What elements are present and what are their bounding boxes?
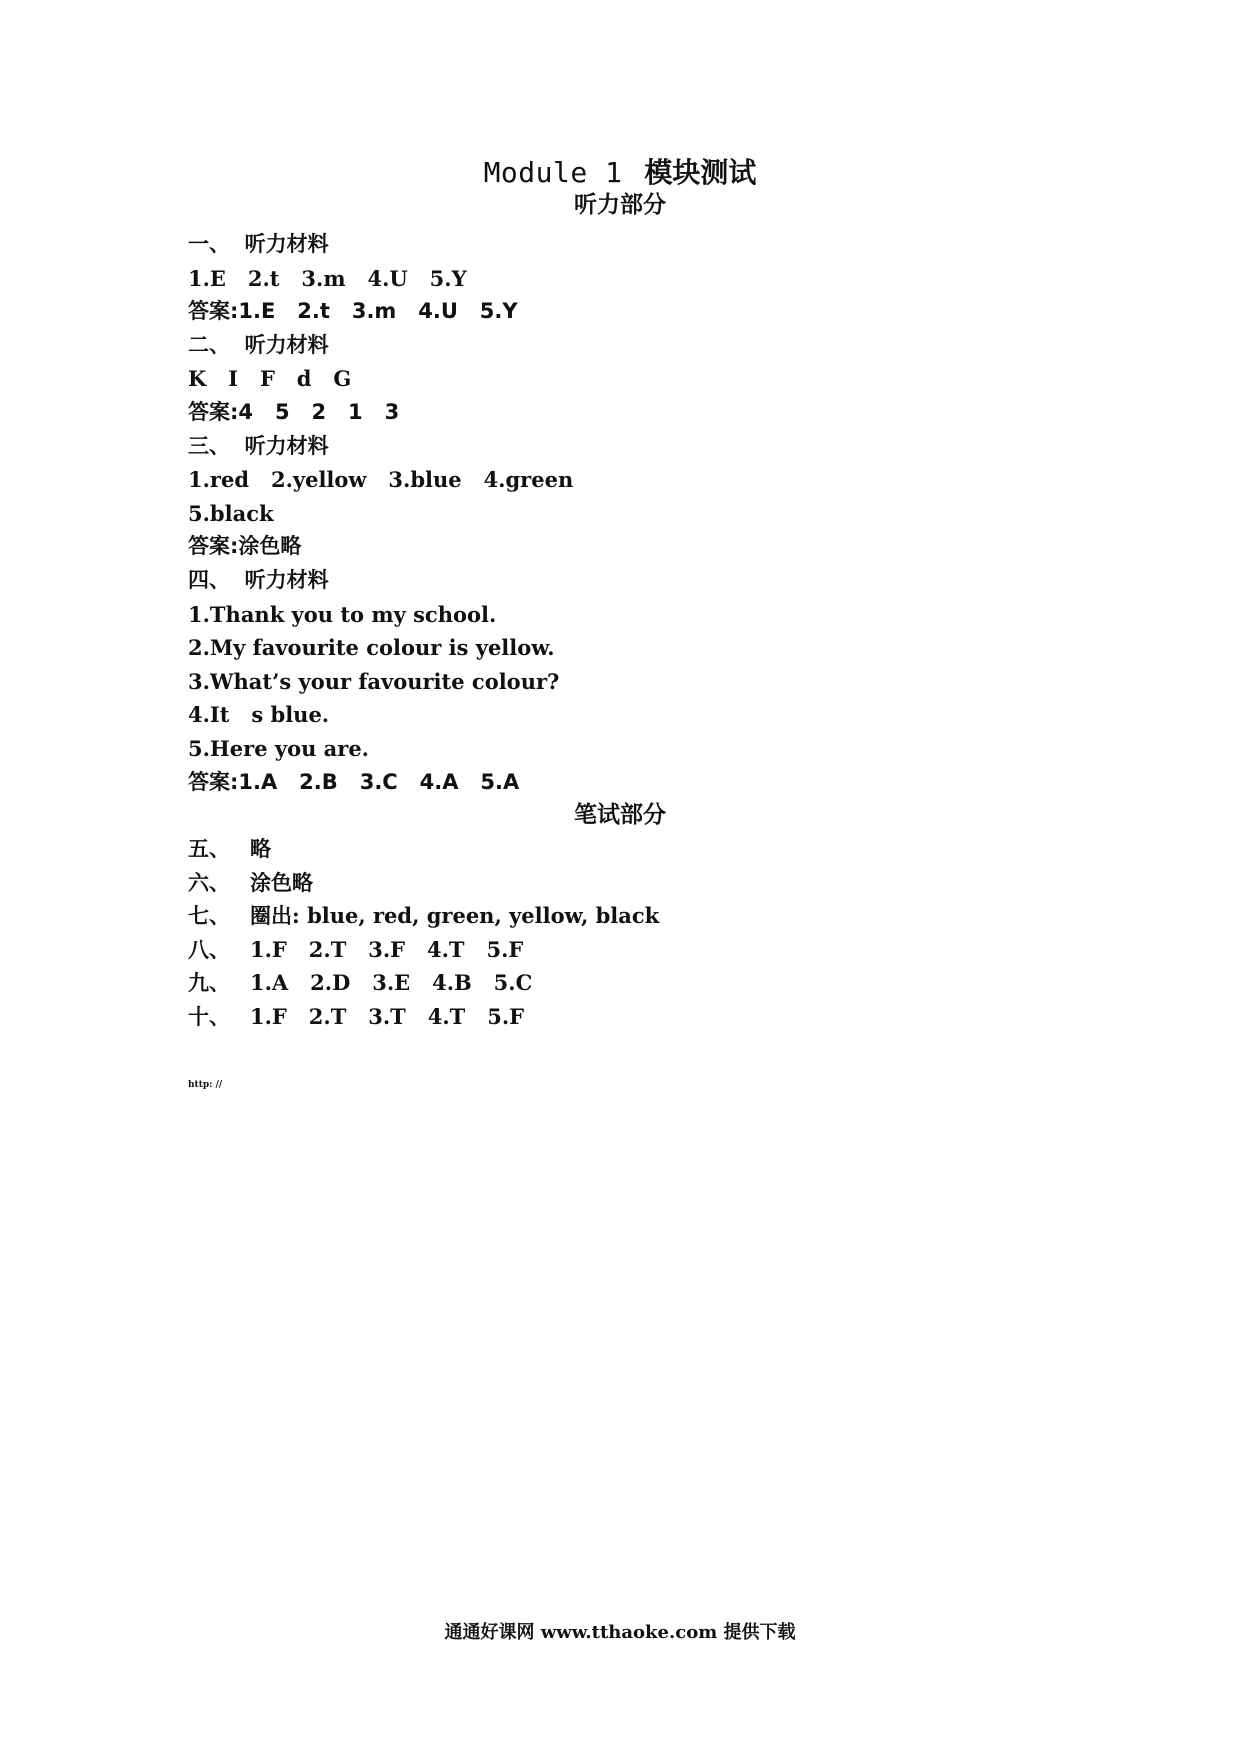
listening-line: 答案:1.E 2.t 3.m 4.U 5.Y — [188, 299, 518, 324]
listening-line: 5.Here you are. — [188, 735, 369, 761]
listening-line: 答案:4 5 2 1 3 — [188, 399, 400, 424]
listening-line: 1.red 2.yellow 3.blue 4.green — [188, 467, 574, 493]
listening-line: 二、 听力材料 — [188, 332, 329, 357]
written-line — [188, 866, 1088, 900]
listening-line: 四、 听力材料 — [188, 567, 329, 592]
listening-section-heading: 听力部分 — [574, 192, 666, 218]
item-answer: 圈出: blue, red, green, yellow, black — [250, 903, 660, 929]
item-answer: 略 — [250, 837, 271, 861]
item-answer: 1.A 2.D 3.E 4.B 5.C — [250, 970, 533, 996]
listening-line: 4.It s blue. — [188, 702, 330, 728]
written-line — [188, 899, 1088, 933]
listening-line: 1.E 2.t 3.m 4.U 5.Y — [188, 265, 467, 291]
item-number: 五、 — [188, 837, 230, 861]
item-number: 十、 — [188, 1004, 230, 1029]
written-answer-list — [188, 832, 1088, 1034]
listening-line: 5.black — [188, 500, 274, 526]
title-english: Module 1 — [483, 156, 623, 189]
written-line — [188, 832, 1088, 866]
item-answer: 1.F 2.T 3.T 4.T 5.F — [250, 1003, 525, 1029]
title-chinese: 模块测试 — [644, 156, 757, 189]
written-line — [188, 933, 1088, 967]
item-number: 六、 — [188, 870, 230, 895]
listening-answer-list — [188, 228, 1088, 799]
listening-line: 答案:1.A 2.B 3.C 4.A 5.A — [188, 769, 520, 794]
item-number: 七、 — [188, 904, 230, 929]
item-number: 八、 — [188, 937, 230, 962]
url-note: http: // — [188, 1080, 223, 1090]
document-title — [0, 155, 1240, 191]
written-line — [188, 1000, 1088, 1034]
item-number: 九、 — [188, 971, 230, 996]
footer-credit: 通通好课网 www.tthaoke.com 提供下载 — [444, 1622, 796, 1643]
listening-line: 三、 听力材料 — [188, 433, 329, 458]
listening-line: 一、 听力材料 — [188, 232, 329, 256]
listening-line: 2.My favourite colour is yellow. — [188, 635, 555, 661]
listening-line: K I F d G — [188, 366, 352, 392]
written-section-heading: 笔试部分 — [574, 802, 666, 828]
listening-line: 3.What’s your favourite colour? — [188, 668, 560, 694]
listening-line: 1.Thank you to my school. — [188, 601, 497, 627]
listening-line: 答案:涂色略 — [188, 534, 302, 559]
item-answer: 涂色略 — [250, 870, 313, 895]
item-answer: 1.F 2.T 3.F 4.T 5.F — [250, 936, 524, 962]
written-line — [188, 966, 1088, 1000]
